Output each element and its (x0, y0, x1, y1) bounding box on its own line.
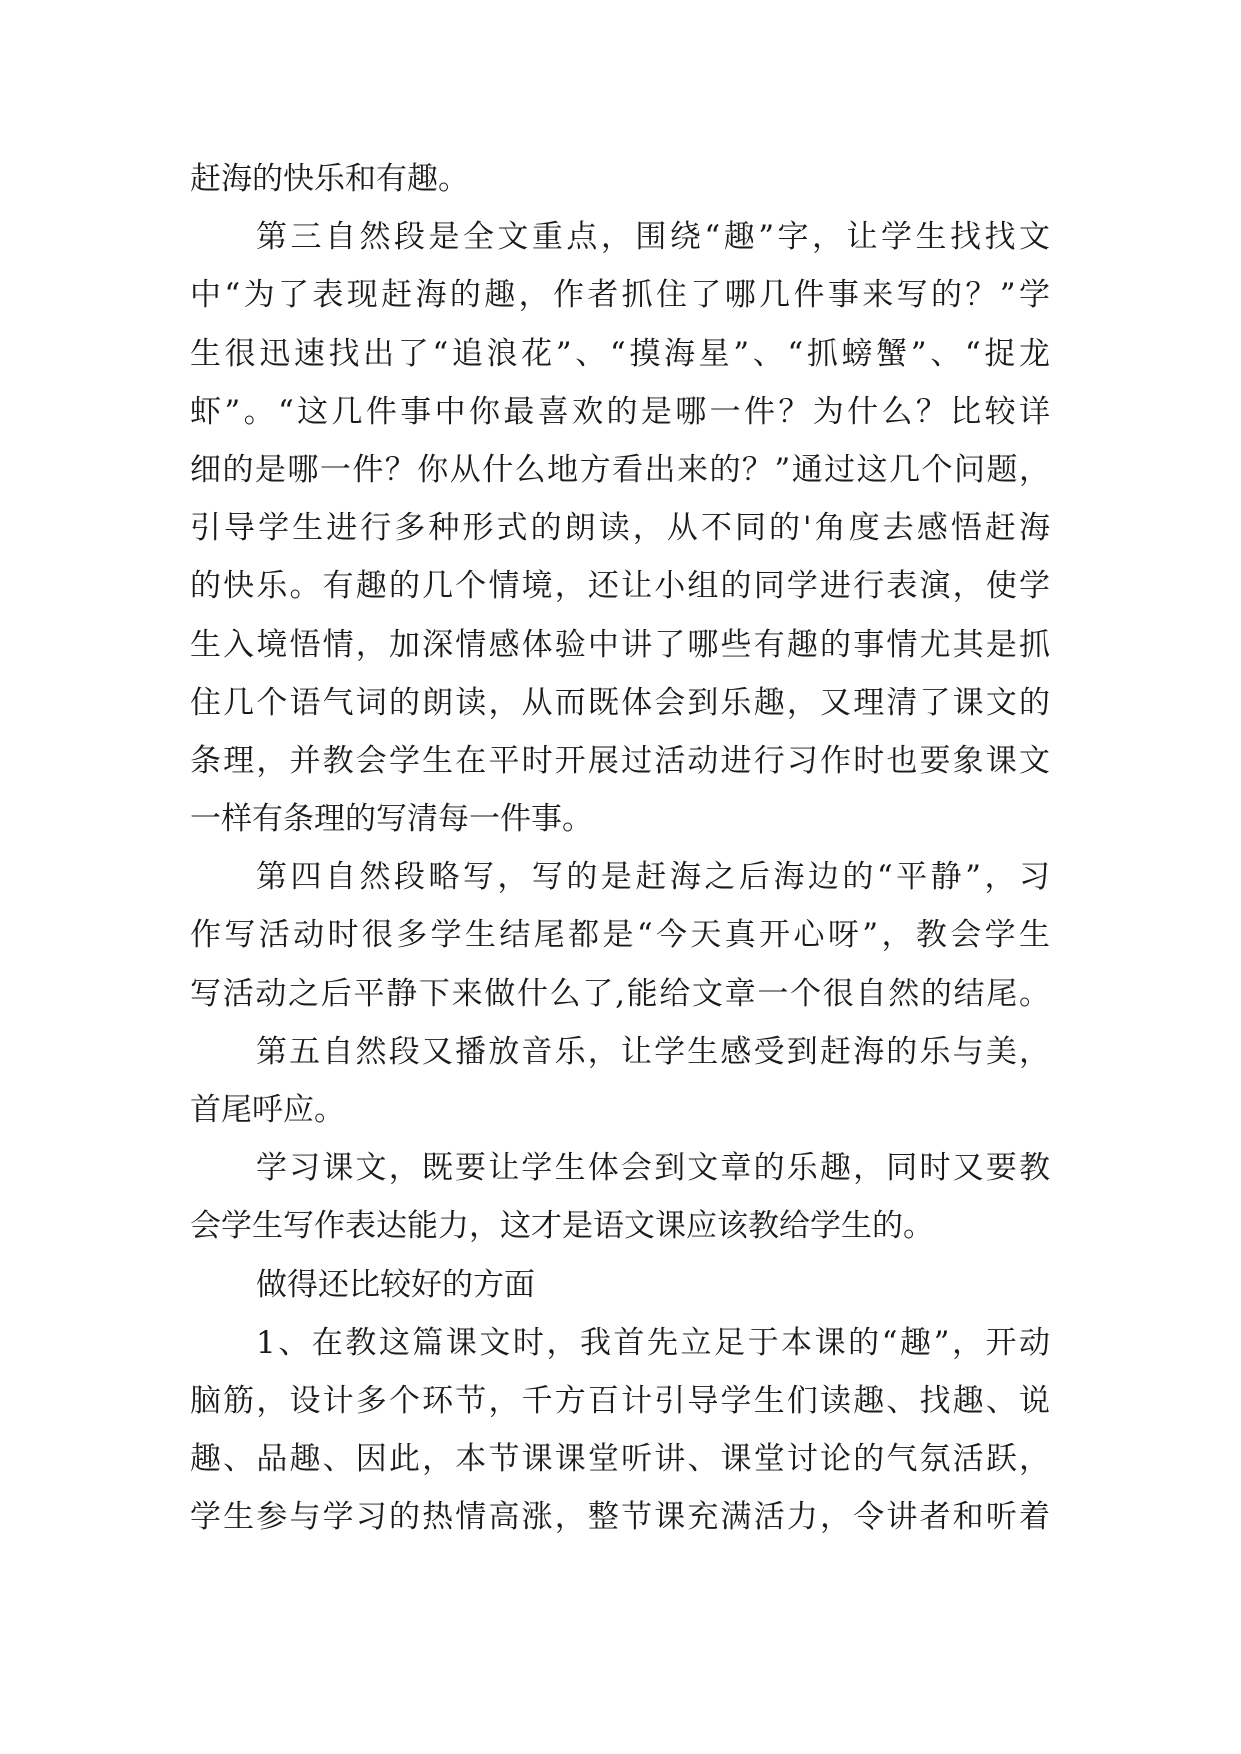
text-line: 第三自然段是全文重点，围绕“趣”字，让学生找找文 (256, 219, 1050, 256)
text-line: 学习课文，既要让学生体会到文章的乐趣，同时又要教 (256, 1150, 1050, 1187)
text-line: 第五自然段又播放音乐，让学生感受到赶海的乐与美， (256, 1033, 1050, 1070)
text-line: 赶海的快乐和有趣。 (190, 161, 469, 197)
text-line: 第四自然段略写，写的是赶海之后海边的“平静”，习 (256, 859, 1050, 896)
text-line: 脑筋，设计多个环节，千方百计引导学生们读趣、找趣、说 (190, 1382, 1050, 1419)
paragraph-strengths-heading (190, 1256, 1050, 1314)
text-line: 中“为了表现赶海的趣，作者抓住了哪几件事来写的？”学 (190, 277, 1050, 314)
text-line: 的快乐。有趣的几个情境，还让小组的同学进行表演，使学 (190, 568, 1050, 605)
text-line: 作写活动时很多学生结尾都是“今天真开心呀”，教会学生 (190, 917, 1050, 954)
text-line: 会学生写作表达能力，这才是语文课应该教给学生的。 (190, 1208, 934, 1245)
text-line: 住几个语气词的朗读，从而既体会到乐趣，又理清了课文的 (190, 684, 1050, 721)
paragraph-continuation (190, 150, 1050, 208)
text-line: 趣、品趣、因此，本节课课堂听讲、课堂讨论的气氛活跃， (190, 1441, 1050, 1478)
text-line: 引导学生进行多种形式的朗读，从不同的'角度去感悟赶海 (190, 510, 1050, 547)
text-line: 1、在教这篇课文时，我首先立足于本课的“趣”，开动 (256, 1324, 1050, 1361)
paragraph-point-one (190, 1314, 1050, 1547)
text-line: 学生参与学习的热情高涨，整节课充满活力，令讲者和听着 (190, 1499, 1050, 1536)
text-line: 一样有条理的写清每一件事。 (190, 801, 593, 838)
text-line: 虾”。“这几件事中你最喜欢的是哪一件？为什么？比较详 (190, 393, 1050, 430)
paragraph-summary (190, 1139, 1050, 1255)
text-line: 细的是哪一件？你从什么地方看出来的？”通过这几个问题， (190, 451, 1050, 488)
text-line: 写活动之后平静下来做什么了,能给文章一个很自然的结尾。 (190, 975, 1050, 1012)
text-line: 首尾呼应。 (190, 1092, 345, 1128)
paragraph-fourth-section (190, 848, 1050, 1023)
section-heading: 做得还比较好的方面 (256, 1266, 535, 1303)
paragraph-third-section (190, 208, 1050, 848)
paragraph-fifth-section (190, 1023, 1050, 1139)
text-line: 生入境悟情，加深情感体验中讲了哪些有趣的事情尤其是抓 (190, 626, 1050, 663)
text-line: 生很迅速找出了“追浪花”、“摸海星”、“抓螃蟹”、“捉龙 (190, 335, 1050, 372)
text-line: 条理，并教会学生在平时开展过活动进行习作时也要象课文 (190, 742, 1050, 779)
document-page (190, 150, 1050, 1547)
